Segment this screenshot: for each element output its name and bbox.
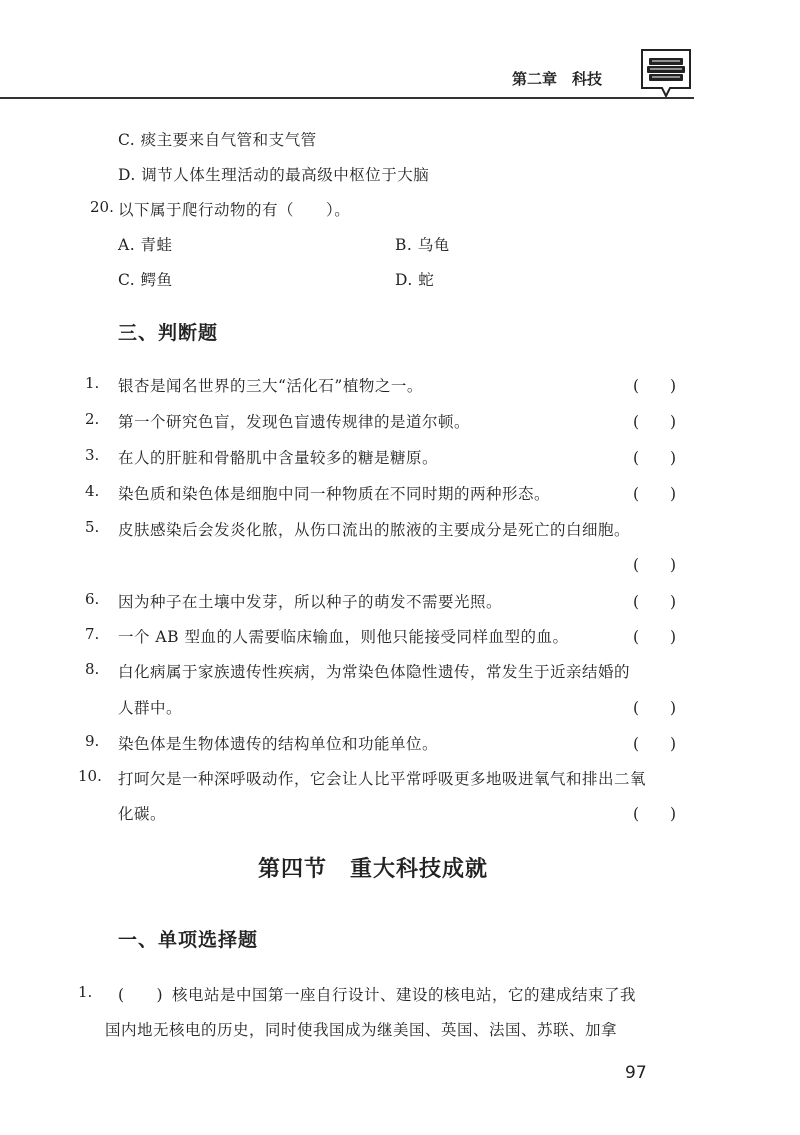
answer-blank: ( )	[633, 699, 677, 717]
judge-item-text: 白化病属于家族遗传性疾病，为常染色体隐性遗传，常发生于近亲结婚的	[118, 663, 631, 681]
answer-blank: ( )	[633, 485, 677, 503]
chapter-title: 第二章 科技	[512, 70, 603, 88]
q19-option-d: D. 调节人体生理活动的最高级中枢位于大脑	[118, 166, 430, 184]
judge-item-number: 4.	[85, 482, 100, 500]
answer-blank: ( )	[118, 986, 164, 1004]
section-heading: 第四节 重大科技成就	[258, 857, 489, 882]
judge-item-number: 9.	[85, 732, 100, 750]
answer-blank: ( )	[633, 413, 677, 431]
judge-item-number: 3.	[85, 446, 100, 464]
answer-blank: ( )	[633, 628, 677, 646]
judge-item-text-cont: 人群中。	[118, 699, 183, 717]
section-title-single-choice: 一、单项选择题	[118, 929, 259, 951]
answer-blank: ( )	[633, 593, 677, 611]
answer-blank: ( )	[633, 556, 677, 574]
q20-option-a: A. 青蛙	[118, 236, 173, 254]
q20-option-b: B. 乌龟	[395, 236, 450, 254]
question-number: 1.	[78, 983, 93, 1001]
judge-item-number: 2.	[85, 410, 100, 428]
judge-item-text-cont: 化碳。	[118, 805, 167, 823]
judge-item-number: 7.	[85, 625, 100, 643]
question-text: 核电站是中国第一座自行设计、建设的核电站，它的建成结束了我	[172, 986, 637, 1004]
judge-item-text: 在人的肝脏和骨骼肌中含量较多的糖是糖原。	[118, 449, 439, 467]
q20-text: 以下属于爬行动物的有（ ）。	[118, 201, 351, 219]
answer-blank: ( )	[633, 735, 677, 753]
judge-item-text: 因为种子在土壤中发芽，所以种子的萌发不需要光照。	[118, 593, 503, 611]
book-stack-icon	[640, 48, 692, 98]
judge-item-number: 6.	[85, 590, 100, 608]
section-title-judgement: 三、判断题	[118, 322, 219, 344]
q20-option-d: D. 蛇	[395, 271, 435, 289]
question-text-cont: 国内地无核电的历史，同时使我国成为继美国、英国、法国、苏联、加拿	[105, 1021, 618, 1039]
judge-item-number: 1.	[85, 374, 100, 392]
judge-item-text: 染色体是生物体遗传的结构单位和功能单位。	[118, 735, 439, 753]
answer-blank: ( )	[633, 449, 677, 467]
page-number: 97	[625, 1063, 647, 1083]
q20-option-c: C. 鳄鱼	[118, 271, 173, 289]
judge-item-number: 8.	[85, 660, 100, 678]
judge-item-text: 一个 AB 型血的人需要临床输血，则他只能接受同样血型的血。	[118, 628, 569, 646]
judge-item-text: 打呵欠是一种深呼吸动作，它会让人比平常呼吸更多地吸进氧气和排出二氧	[118, 770, 647, 788]
q19-option-c: C. 痰主要来自气管和支气管	[118, 131, 317, 149]
header-rule	[0, 97, 694, 99]
judge-item-number: 5.	[85, 518, 100, 536]
judge-item-text: 银杏是闻名世界的三大“活化石”植物之一。	[118, 377, 423, 395]
judge-item-text: 第一个研究色盲，发现色盲遗传规律的是道尔顿。	[118, 413, 471, 431]
q20-number: 20.	[90, 198, 114, 216]
answer-blank: ( )	[633, 377, 677, 395]
answer-blank: ( )	[633, 805, 677, 823]
judge-item-text: 染色质和染色体是细胞中同一种物质在不同时期的两种形态。	[118, 485, 551, 503]
judge-item-number: 10.	[78, 767, 102, 785]
judge-item-text: 皮肤感染后会发炎化脓，从伤口流出的脓液的主要成分是死亡的白细胞。	[118, 521, 631, 539]
